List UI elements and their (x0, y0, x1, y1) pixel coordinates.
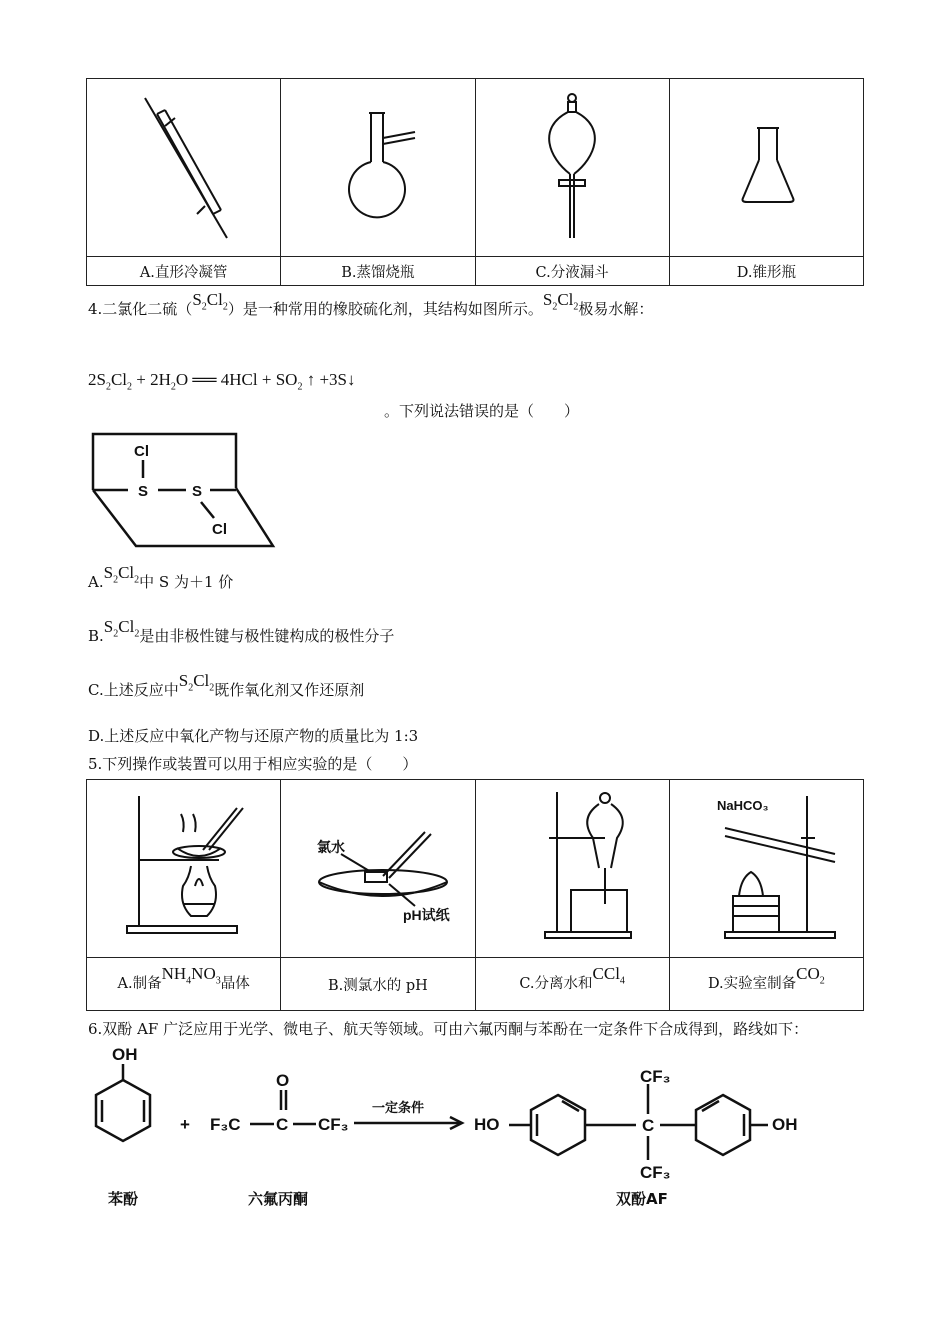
f3c-label: F₃C (210, 1115, 241, 1134)
caption-d: D.锥形瓶 (669, 257, 863, 286)
q6-stem: 6.双酚 AF 广泛应用于光学、微电子、航天等领域。可由六氟丙酮与苯酚在一定条件下合成得到，路线如下： (88, 1020, 809, 1038)
caption-5c: C.分离水和CCl$_4$ (475, 958, 669, 1011)
setup-d-cell (669, 780, 863, 958)
bpaf-oh-label: OH (772, 1115, 798, 1134)
caption-5b: B.测氯水的 pH (281, 958, 475, 1011)
q4-equation: $2S_2Cl_2 + 2H_2O$ ══ $4HCl + SO_2$ ↑ +3S↓ (88, 370, 356, 393)
setup-c-cell (475, 780, 669, 958)
setup-b-cell (281, 780, 475, 958)
cl-bottom-label: Cl (212, 521, 227, 538)
chlorine-water-label: 氯水 (316, 839, 345, 855)
experiment-table (86, 779, 864, 1011)
ph-paper-label: pH试纸 (402, 907, 450, 923)
separatory-funnel-icon (497, 88, 647, 248)
separation-setup-icon (487, 786, 657, 951)
caption-b: B.蒸馏烧瓶 (281, 257, 475, 286)
s-right-label: S (192, 483, 203, 500)
q4-option-b: $B.S_2Cl_2$是由非极性键与极性键构成的极性分子 (88, 617, 395, 645)
bpaf-cf3-bottom-label: CF₃ (640, 1163, 671, 1182)
q5-stem: 5.下列操作或装置可以用于相应实验的是（ ） (88, 755, 418, 773)
hfa-name: 六氟丙酮 (248, 1190, 309, 1208)
separatory-funnel-cell (475, 79, 669, 257)
bpaf-ho-label: HO (474, 1115, 500, 1134)
bpaf-name: 双酚AF (616, 1190, 668, 1208)
phenol-oh-label: OH (112, 1045, 138, 1064)
evaporation-setup-icon (99, 786, 269, 951)
q4-option-d: D.上述反应中氧化产物与还原产物的质量比为 1:3 (88, 727, 419, 745)
condition-label: 一定条件 (372, 1101, 425, 1116)
ketone-c-label: C (276, 1115, 289, 1134)
caption-c: C.分液漏斗 (475, 257, 669, 286)
ketone-cf3-label: CF₃ (318, 1115, 349, 1134)
q4-stem: 4.二氯化二硫$(S_2Cl_2)$是一种常用的橡胶硫化剂，其结构如图所示。$S_2Cl_2$极易水解： (88, 290, 654, 318)
bpaf-cf3-top-label: CF₃ (640, 1067, 671, 1086)
q4-tail: 。下列说法错误的是（ ） (384, 402, 580, 420)
q4-option-a: $A.S_2Cl_2$中 S 为＋1 价 (88, 563, 234, 591)
condenser-cell (87, 79, 281, 257)
s-left-label: S (138, 483, 149, 500)
formula-s2cl2: $S_2Cl_2$ (542, 290, 579, 313)
plus-sign: + (180, 1115, 190, 1134)
q4-option-c: C.上述反应中$S_2Cl_2$既作氧化剂又作还原剂 (88, 671, 365, 699)
ketone-o-label: O (276, 1071, 290, 1090)
distilling-flask-cell (281, 79, 475, 257)
caption-5d: D.实验室制备$CO_2$ (669, 958, 863, 1011)
apparatus-table (86, 78, 864, 286)
s2cl2-structure-diagram (88, 430, 288, 555)
conical-flask-cell (669, 79, 863, 257)
phenol-name: 苯酚 (108, 1190, 139, 1208)
caption-5a: A.制备$NH_4NO_3$晶体 (87, 958, 281, 1011)
ph-test-setup-icon (293, 786, 463, 951)
heating-setup-icon (681, 786, 851, 951)
straight-condenser-icon (109, 88, 259, 248)
conical-flask-icon (691, 88, 841, 248)
distilling-flask-icon (303, 88, 453, 248)
bpaf-reaction-scheme (88, 1040, 848, 1215)
nahco3-label: NaHCO₃ (717, 798, 769, 813)
formula-s2cl2: $S_2Cl_2$ (192, 290, 228, 313)
caption-a: A.直形冷凝管 (87, 257, 281, 286)
bpaf-c-label: C (642, 1116, 655, 1135)
setup-a-cell (87, 780, 281, 958)
cl-top-label: Cl (134, 443, 149, 460)
